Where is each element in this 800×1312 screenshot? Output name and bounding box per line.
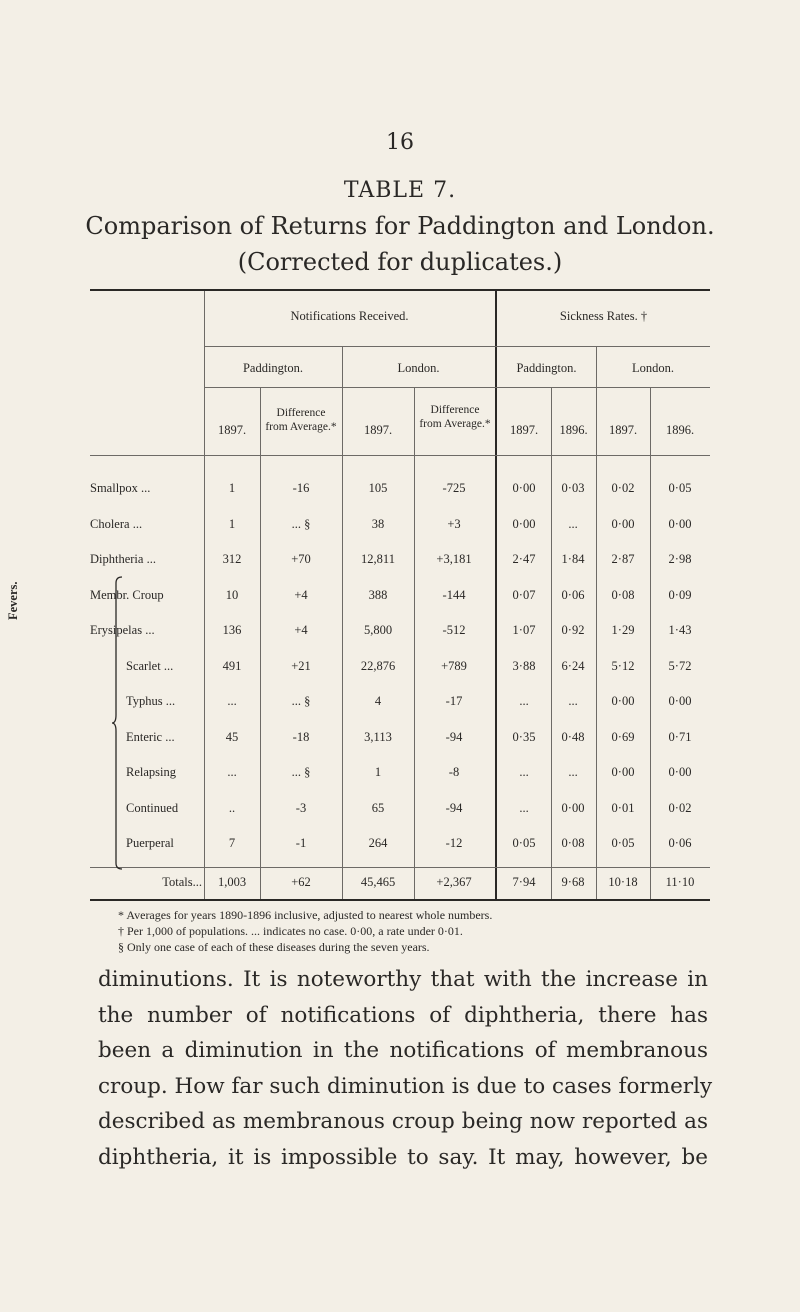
- table-cell: -725: [442, 481, 466, 495]
- table-cell: 0·00: [668, 516, 692, 531]
- body-line: the number of notifications of diphtheria, there has: [98, 1002, 708, 1028]
- row-label: Erysipelas ...: [90, 623, 155, 637]
- table-subcaption: (Corrected for duplicates.): [237, 248, 563, 276]
- body-line: described as membranous croup being now reported as: [98, 1109, 708, 1134]
- table-cell: 1: [228, 516, 236, 531]
- table-cell: 2·87: [611, 552, 635, 566]
- table-cell: 5·12: [611, 658, 635, 673]
- divider-rates-lon-yr: [650, 387, 651, 899]
- table-cell: -8: [448, 765, 460, 779]
- row-label: Diphtheria ...: [90, 552, 156, 566]
- table-cell: 2·47: [512, 552, 536, 566]
- table-cell: ..: [228, 800, 236, 815]
- col-header: 1896.: [665, 423, 695, 437]
- col-header: 1897.: [363, 423, 393, 437]
- table-cell: 6·24: [561, 658, 585, 673]
- table-cell: ...: [568, 765, 578, 779]
- group-header-rule: [204, 346, 710, 347]
- table-cell: 312: [222, 552, 242, 566]
- col-header: 1896.: [559, 423, 588, 437]
- london-notifications-header: London.: [397, 361, 440, 375]
- row-label: Smallpox ...: [90, 481, 151, 495]
- col-header: Difference from Average.*: [265, 407, 337, 433]
- totals-rule: [90, 867, 710, 868]
- table-cell: 0·35: [512, 729, 536, 744]
- body-line: croup. How far such diminution is due to cases formerly: [98, 1073, 713, 1099]
- table-cell: 0·03: [561, 481, 585, 495]
- table-cell: 0·00: [611, 516, 635, 531]
- table-cell: 1·29: [611, 623, 635, 637]
- fevers-group-label: Fevers.: [6, 581, 20, 620]
- table-cell: -94: [445, 729, 463, 744]
- london-rates-header: London.: [631, 361, 674, 375]
- table-cell: 4: [374, 694, 382, 708]
- table-cell: 136: [222, 623, 242, 637]
- totals-cell: 9·68: [561, 875, 585, 889]
- table-cell: 22,876: [360, 658, 396, 673]
- table-cell: 0·00: [668, 765, 692, 779]
- fevers-brace: [112, 575, 124, 871]
- table-cell: 1: [374, 765, 382, 779]
- table-cell: +70: [291, 552, 311, 566]
- table-cell: 1·43: [668, 623, 692, 637]
- row-label: Puerperal: [126, 836, 174, 850]
- table-cell: 1·07: [512, 623, 536, 637]
- subgroup-header-rule: [204, 387, 710, 388]
- table-cell: 0·08: [611, 587, 635, 602]
- table-cell: -1: [295, 836, 307, 850]
- table-cell: 264: [368, 836, 388, 850]
- totals-cell: 11·10: [665, 875, 695, 889]
- table-cell: 0·02: [611, 481, 635, 495]
- table-cell: +789: [441, 658, 467, 673]
- table-cell: ...: [519, 765, 529, 779]
- totals-cell: 10·18: [608, 875, 638, 889]
- table-cell: 3·88: [512, 658, 536, 673]
- divider-lon-diff: [414, 387, 415, 899]
- footnote: § Only one case of each of these diseases during the seven years.: [118, 940, 430, 954]
- table-cell: 0·71: [668, 729, 692, 744]
- table-cell: 1: [228, 481, 236, 495]
- table-cell: 0·01: [611, 800, 635, 815]
- table-bottom-rule: [90, 899, 710, 901]
- table-cell: 0·48: [561, 729, 585, 744]
- col-header: 1897.: [509, 423, 539, 437]
- table-cell: 0·00: [512, 516, 536, 531]
- row-label: Scarlet ...: [126, 658, 174, 673]
- table-cell: 0·69: [611, 729, 635, 744]
- table-cell: -18: [292, 729, 310, 744]
- table-cell: ...: [519, 800, 529, 815]
- table-cell: 45: [225, 729, 239, 744]
- paddington-rates-header: Paddington.: [516, 361, 577, 375]
- table-cell: 1·84: [561, 552, 585, 566]
- table-top-rule: [90, 289, 710, 291]
- table-cell: +4: [294, 623, 308, 637]
- row-label: Typhus ...: [126, 694, 176, 708]
- totals-cell: +2,367: [436, 875, 472, 889]
- table-cell: 0·02: [668, 800, 692, 815]
- table-cell: 388: [368, 587, 388, 602]
- table-cell: -94: [445, 800, 463, 815]
- paddington-notifications-header: Paddington.: [242, 361, 304, 375]
- header-bottom-rule: [90, 455, 710, 456]
- body-line: been a diminution in the notifications of membranous: [98, 1038, 708, 1063]
- row-label: Cholera ...: [90, 516, 143, 531]
- table-cell: 2·98: [668, 552, 692, 566]
- table-cell: -17: [445, 694, 463, 708]
- table-cell: 0·05: [611, 836, 635, 850]
- table-cell: 3,113: [364, 729, 392, 744]
- table-cell: ... §: [291, 516, 311, 531]
- row-label: Membr. Croup: [90, 587, 164, 602]
- table-cell: 0·00: [561, 800, 585, 815]
- table-cell: +4: [294, 587, 308, 602]
- table-cell: -144: [442, 587, 466, 602]
- table-cell: 7: [228, 836, 236, 850]
- totals-cell: 1,003: [217, 875, 247, 889]
- table-cell: 5·72: [668, 658, 692, 673]
- row-label: Enteric ...: [126, 729, 175, 744]
- totals-label: Totals...: [162, 875, 202, 889]
- body-line: diphtheria, it is impossible to say. It may, however, be: [98, 1144, 708, 1170]
- table-cell: -16: [292, 481, 310, 495]
- sickness-rates-header: Sickness Rates. †: [559, 309, 648, 323]
- table-cell: 0·08: [561, 836, 585, 850]
- table-cell: ...: [568, 694, 578, 708]
- table-cell: ... §: [291, 694, 311, 708]
- table-cell: ...: [227, 694, 237, 708]
- table-cell: ... §: [291, 765, 311, 779]
- totals-cell: 7·94: [512, 875, 536, 889]
- table-cell: 0·00: [512, 481, 536, 495]
- table-cell: 0·05: [668, 481, 692, 495]
- comparison-table: [90, 289, 710, 901]
- table-cell: 0·06: [561, 587, 585, 602]
- body-line: diminutions. It is noteworthy that with the increase in: [98, 967, 708, 992]
- table-cell: +3: [447, 516, 461, 531]
- table-cell: 10: [225, 587, 239, 602]
- table-cell: 105: [368, 481, 388, 495]
- table-cell: 0·00: [611, 694, 635, 708]
- table-cell: 491: [222, 658, 242, 673]
- table-cell: ...: [519, 694, 529, 708]
- table-cell: 65: [371, 800, 385, 815]
- table-cell: +3,181: [436, 552, 472, 566]
- table-cell: -12: [445, 836, 463, 850]
- table-cell: -512: [442, 623, 466, 637]
- table-cell: 12,811: [361, 552, 395, 566]
- totals-cell: +62: [291, 875, 311, 889]
- table-cell: 0·92: [561, 623, 585, 637]
- table-cell: 0·00: [668, 694, 692, 708]
- footnote: † Per 1,000 of populations. ... indicates no case. 0·00, a rate under 0·01.: [118, 924, 463, 938]
- row-label: Continued: [126, 800, 179, 815]
- table-cell: 5,800: [363, 623, 393, 637]
- totals-cell: 45,465: [360, 875, 396, 889]
- col-header: 1897.: [217, 423, 247, 437]
- table-cell: ...: [568, 516, 578, 531]
- table-cell: 0·05: [512, 836, 536, 850]
- table-cell: -3: [295, 800, 307, 815]
- page-number: 16: [386, 130, 414, 155]
- table-cell: 38: [371, 516, 385, 531]
- table-cell: 0·09: [668, 587, 692, 602]
- table-cell: ...: [227, 765, 237, 779]
- table-title: TABLE 7.: [343, 178, 457, 203]
- body-paragraph: [98, 962, 713, 1175]
- footnote: * Averages for years 1890-1896 inclusive, adjusted to nearest whole numbers.: [118, 908, 493, 922]
- col-header: 1897.: [608, 423, 638, 437]
- table-cell: 0·06: [668, 836, 692, 850]
- notifications-header: Notifications Received.: [290, 309, 409, 323]
- table-cell: +21: [291, 658, 311, 673]
- divider-pad-diff: [260, 387, 261, 899]
- table-caption: Comparison of Returns for Paddington and London.: [85, 212, 715, 240]
- table-cell: 0·00: [611, 765, 635, 779]
- col-header: Difference from Average.*: [419, 404, 491, 430]
- divider-rates-pad: [551, 387, 552, 899]
- row-label: Relapsing: [126, 765, 176, 779]
- footnotes: [118, 907, 718, 955]
- table-cell: 0·07: [512, 587, 536, 602]
